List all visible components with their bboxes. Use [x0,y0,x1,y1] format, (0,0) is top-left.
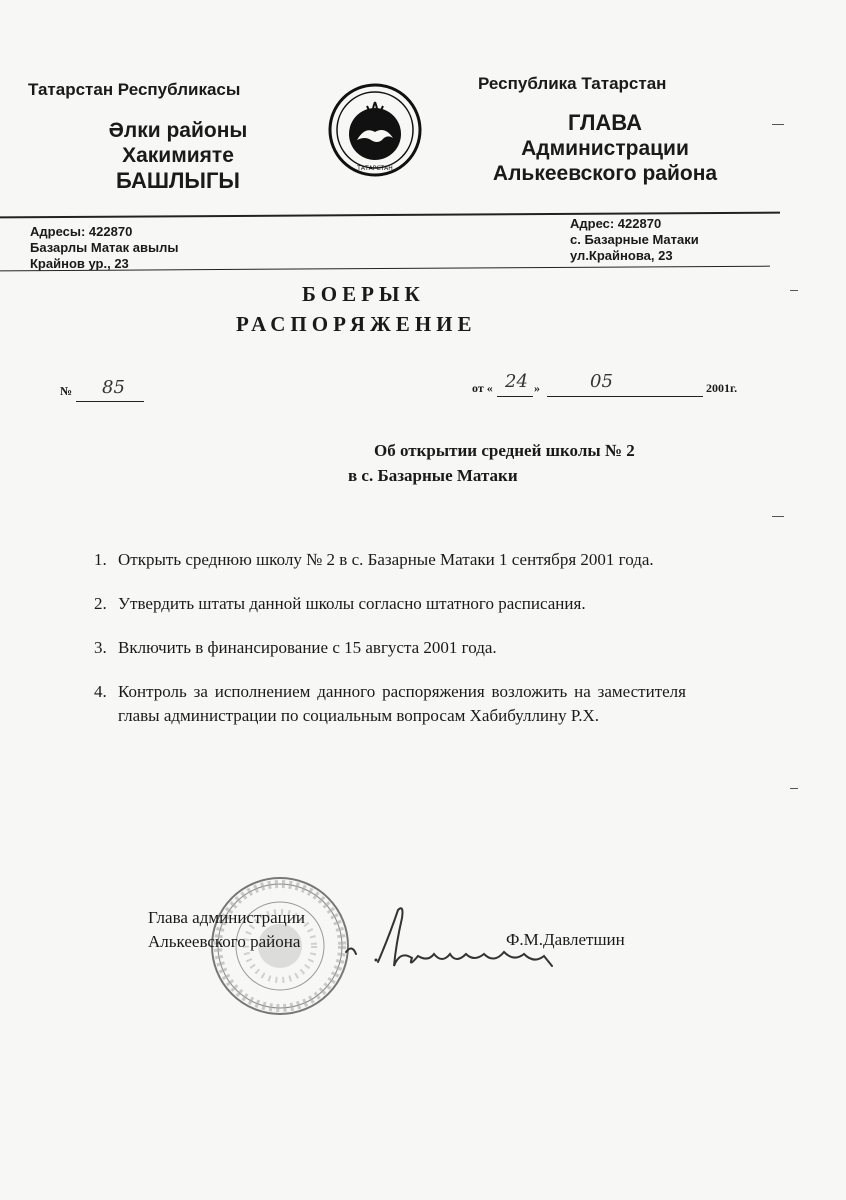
address-right-line: с. Базарные Матаки [570,232,699,247]
date-mid: » [534,381,540,395]
list-item [92,592,686,616]
date-day-underline [497,396,533,397]
left-line1: Әлки районы [108,119,248,142]
scan-mark [790,290,798,291]
scan-mark [772,124,784,125]
left-line2: Хакимияте [122,144,234,167]
title-tatar: БОЕРЫК [302,282,425,306]
item-number: 1. [94,550,107,569]
list-item [92,548,686,572]
subject-line2: в с. Базарные Матаки [348,466,518,485]
signatory-position-line2: Алькеевского района [148,932,301,951]
svg-text:ТАТАРСТАН: ТАТАРСТАН [357,165,393,172]
address-left-line: Базарлы Матак авылы [30,240,179,255]
order-items [92,548,686,728]
title-russian: РАСПОРЯЖЕНИЕ [236,312,477,336]
number-underline [76,401,144,402]
number-value: 85 [102,377,125,398]
date-day: 24 [505,371,528,392]
signatory-name: Ф.М.Давлетшин [506,930,625,949]
item-text: Включить в финансирование с 15 августа 2001 года. [118,638,497,657]
list-item [92,636,686,660]
subject-line1: Об открытии средней школы № 2 [374,441,635,460]
address-left [30,224,178,272]
left-republic: Татарстан Республикасы [28,80,241,99]
item-text: Контроль за исполнением данного распоряжения возложить на заместителя главы администрации по социальным вопросам Хабибуллину Р.Х. [118,682,686,725]
address-left-line: Адресы: 422870 [30,224,133,239]
item-text: Открыть среднюю школу № 2 в с. Базарные Матаки 1 сентября 2001 года. [118,550,654,569]
item-text: Утвердить штаты данной школы согласно штатного расписания. [118,594,586,613]
list-item [92,680,686,728]
header-left [28,80,328,194]
right-line2: Администрации [521,137,689,160]
address-left-line: Крайнов ур., 23 [30,256,129,271]
item-number: 3. [94,638,107,657]
right-line3: Алькеевского района [492,162,718,185]
right-republic: Республика Татарстан [478,74,667,93]
date-month-underline [547,396,703,397]
scan-mark [790,788,798,789]
left-line3: БАШЛЫГЫ [116,168,240,193]
tatarstan-emblem [327,82,423,183]
date-prefix: от « [472,381,493,395]
address-right [570,216,699,264]
address-right-line: Адрес: 422870 [570,216,662,231]
scan-mark [772,516,784,517]
item-number: 4. [94,682,107,701]
item-number: 2. [94,594,107,613]
date-month: 05 [590,371,613,392]
number-label: № [60,384,73,398]
address-right-line: ул.Крайнова, 23 [570,248,673,263]
header-right [478,74,758,186]
signatory-position-line1: Глава администрации [148,908,305,927]
date-suffix: 2001г. [706,381,738,395]
right-line1: ГЛАВА [568,110,642,135]
